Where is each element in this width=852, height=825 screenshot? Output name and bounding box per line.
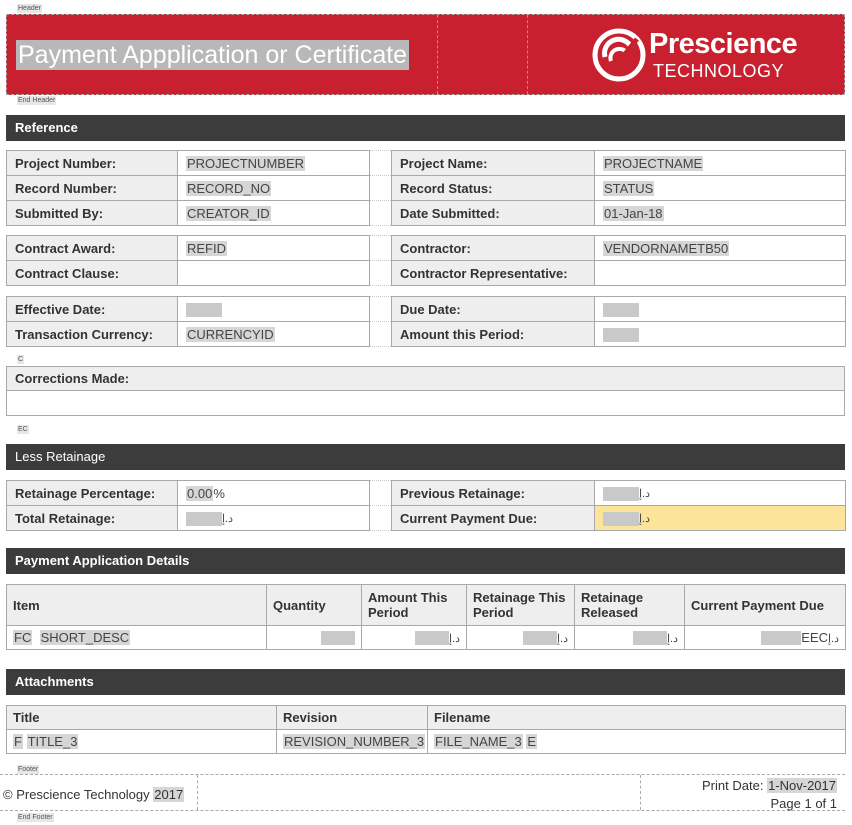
col-amount-this-period: Amount This Period bbox=[362, 585, 467, 626]
contract-clause-label: Contract Clause: bbox=[7, 261, 178, 286]
retainage-released-currency: د.إ bbox=[666, 632, 678, 645]
footer-marker: Footer bbox=[18, 766, 39, 773]
c-marker: C bbox=[18, 356, 24, 363]
col-title: Title bbox=[7, 706, 277, 730]
col-quantity: Quantity bbox=[267, 585, 362, 626]
col-current-payment-due: Current Payment Due bbox=[685, 585, 846, 626]
print-date-value: 1-Nov-2017 bbox=[768, 778, 836, 793]
record-status-value: STATUS bbox=[604, 180, 654, 196]
col-item: Item bbox=[7, 585, 267, 626]
item-desc: SHORT_DESC bbox=[40, 630, 130, 645]
logo-wordmark: Prescience bbox=[649, 28, 798, 60]
payment-due-suffix: EEC bbox=[801, 629, 828, 645]
current-payment-due-label: Current Payment Due: bbox=[392, 506, 595, 531]
attachment-revision: REVISION_NUMBER_3 bbox=[284, 734, 425, 749]
record-number-value: RECORD_NO bbox=[187, 180, 271, 196]
reference-table-3 bbox=[6, 296, 846, 347]
page-footer bbox=[0, 774, 845, 811]
attachments-section-header: Attachments bbox=[6, 669, 845, 695]
print-date-label: Print Date: bbox=[702, 778, 764, 793]
table-row: FC SHORT_DESC د.إ د.إ د.إ EECد.إ bbox=[7, 626, 846, 650]
reference-table-1 bbox=[6, 150, 846, 226]
amount-period-value bbox=[603, 328, 639, 342]
attachments-table bbox=[6, 705, 846, 754]
date-submitted-value: 01-Jan-18 bbox=[604, 205, 663, 221]
contractor-label: Contractor: bbox=[392, 236, 595, 261]
retainage-percentage-unit: % bbox=[213, 485, 225, 501]
corrections-label: Corrections Made: bbox=[7, 367, 844, 391]
transaction-currency-label: Transaction Currency: bbox=[7, 322, 178, 347]
quantity-value bbox=[321, 631, 355, 645]
logo-subtitle: TECHNOLOGY bbox=[653, 61, 785, 81]
contractor-value: VENDORNAMETB50 bbox=[604, 240, 729, 256]
total-retainage-label: Total Retainage: bbox=[7, 506, 178, 531]
due-date-value bbox=[603, 303, 639, 317]
col-revision: Revision bbox=[277, 706, 428, 730]
effective-date-label: Effective Date: bbox=[7, 297, 178, 322]
end-footer-marker: End Footer bbox=[18, 814, 53, 821]
reference-section-header: Reference bbox=[6, 115, 845, 141]
record-status-label: Record Status: bbox=[392, 176, 595, 201]
header-banner bbox=[6, 14, 845, 95]
submitted-by-label: Submitted By: bbox=[7, 201, 178, 226]
transaction-currency-value: CURRENCYID bbox=[187, 326, 274, 342]
project-number-value: PROJECTNUMBER bbox=[187, 155, 305, 171]
title-prefix: F bbox=[14, 734, 22, 749]
attachment-filename[interactable]: FILE_NAME_3 bbox=[435, 734, 522, 749]
total-retainage-currency: د.إ bbox=[222, 513, 234, 526]
retainage-table bbox=[6, 480, 846, 531]
end-header-marker: End Header bbox=[18, 97, 56, 104]
corrections-box bbox=[6, 366, 845, 416]
submitted-by-value: CREATOR_ID bbox=[187, 205, 270, 221]
col-retainage-this-period: Retainage This Period bbox=[467, 585, 575, 626]
due-date-label: Due Date: bbox=[392, 297, 595, 322]
contractor-rep-label: Contractor Representative: bbox=[392, 261, 595, 286]
prescience-logo-icon bbox=[591, 27, 647, 83]
item-prefix: FC bbox=[14, 630, 32, 645]
table-row bbox=[7, 730, 846, 754]
col-filename: Filename bbox=[428, 706, 846, 730]
contractor-rep-value bbox=[595, 261, 846, 286]
previous-retainage-label: Previous Retainage: bbox=[392, 481, 595, 506]
reference-table-2 bbox=[6, 235, 846, 286]
current-payment-due-currency: د.إ bbox=[639, 513, 651, 526]
contract-clause-value bbox=[178, 261, 370, 286]
previous-retainage-currency: د.إ bbox=[639, 488, 651, 501]
amount-currency: د.إ bbox=[448, 632, 460, 645]
contract-award-value: REFID bbox=[187, 240, 226, 256]
col-retainage-released: Retainage Released bbox=[575, 585, 685, 626]
details-table bbox=[6, 584, 846, 650]
filename-suffix: E bbox=[527, 734, 536, 749]
project-name-value: PROJECTNAME bbox=[604, 155, 703, 171]
effective-date-value bbox=[186, 303, 222, 317]
ec-marker: EC bbox=[18, 426, 28, 433]
copyright-year: 2017 bbox=[154, 787, 184, 802]
attachment-title: TITLE_3 bbox=[27, 734, 78, 749]
project-name-label: Project Name: bbox=[392, 151, 595, 176]
amount-period-label: Amount this Period: bbox=[392, 322, 595, 347]
record-number-label: Record Number: bbox=[7, 176, 178, 201]
retainage-period-currency: د.إ bbox=[556, 632, 568, 645]
header-marker: Header bbox=[18, 5, 41, 12]
retainage-percentage-label: Retainage Percentage: bbox=[7, 481, 178, 506]
company-logo bbox=[591, 25, 841, 85]
date-submitted-label: Date Submitted: bbox=[392, 201, 595, 226]
project-number-label: Project Number: bbox=[7, 151, 178, 176]
retainage-percentage-value: 0.00 bbox=[187, 485, 213, 501]
details-section-header: Payment Application Details bbox=[6, 548, 845, 574]
document-title: Payment Appplication or Certificate bbox=[18, 41, 408, 69]
retainage-section-header: Less Retainage bbox=[6, 444, 845, 470]
contract-award-label: Contract Award: bbox=[7, 236, 178, 261]
page-number: Page 1 of 1 bbox=[770, 796, 837, 811]
copyright-text: © Prescience Technology bbox=[3, 787, 150, 802]
